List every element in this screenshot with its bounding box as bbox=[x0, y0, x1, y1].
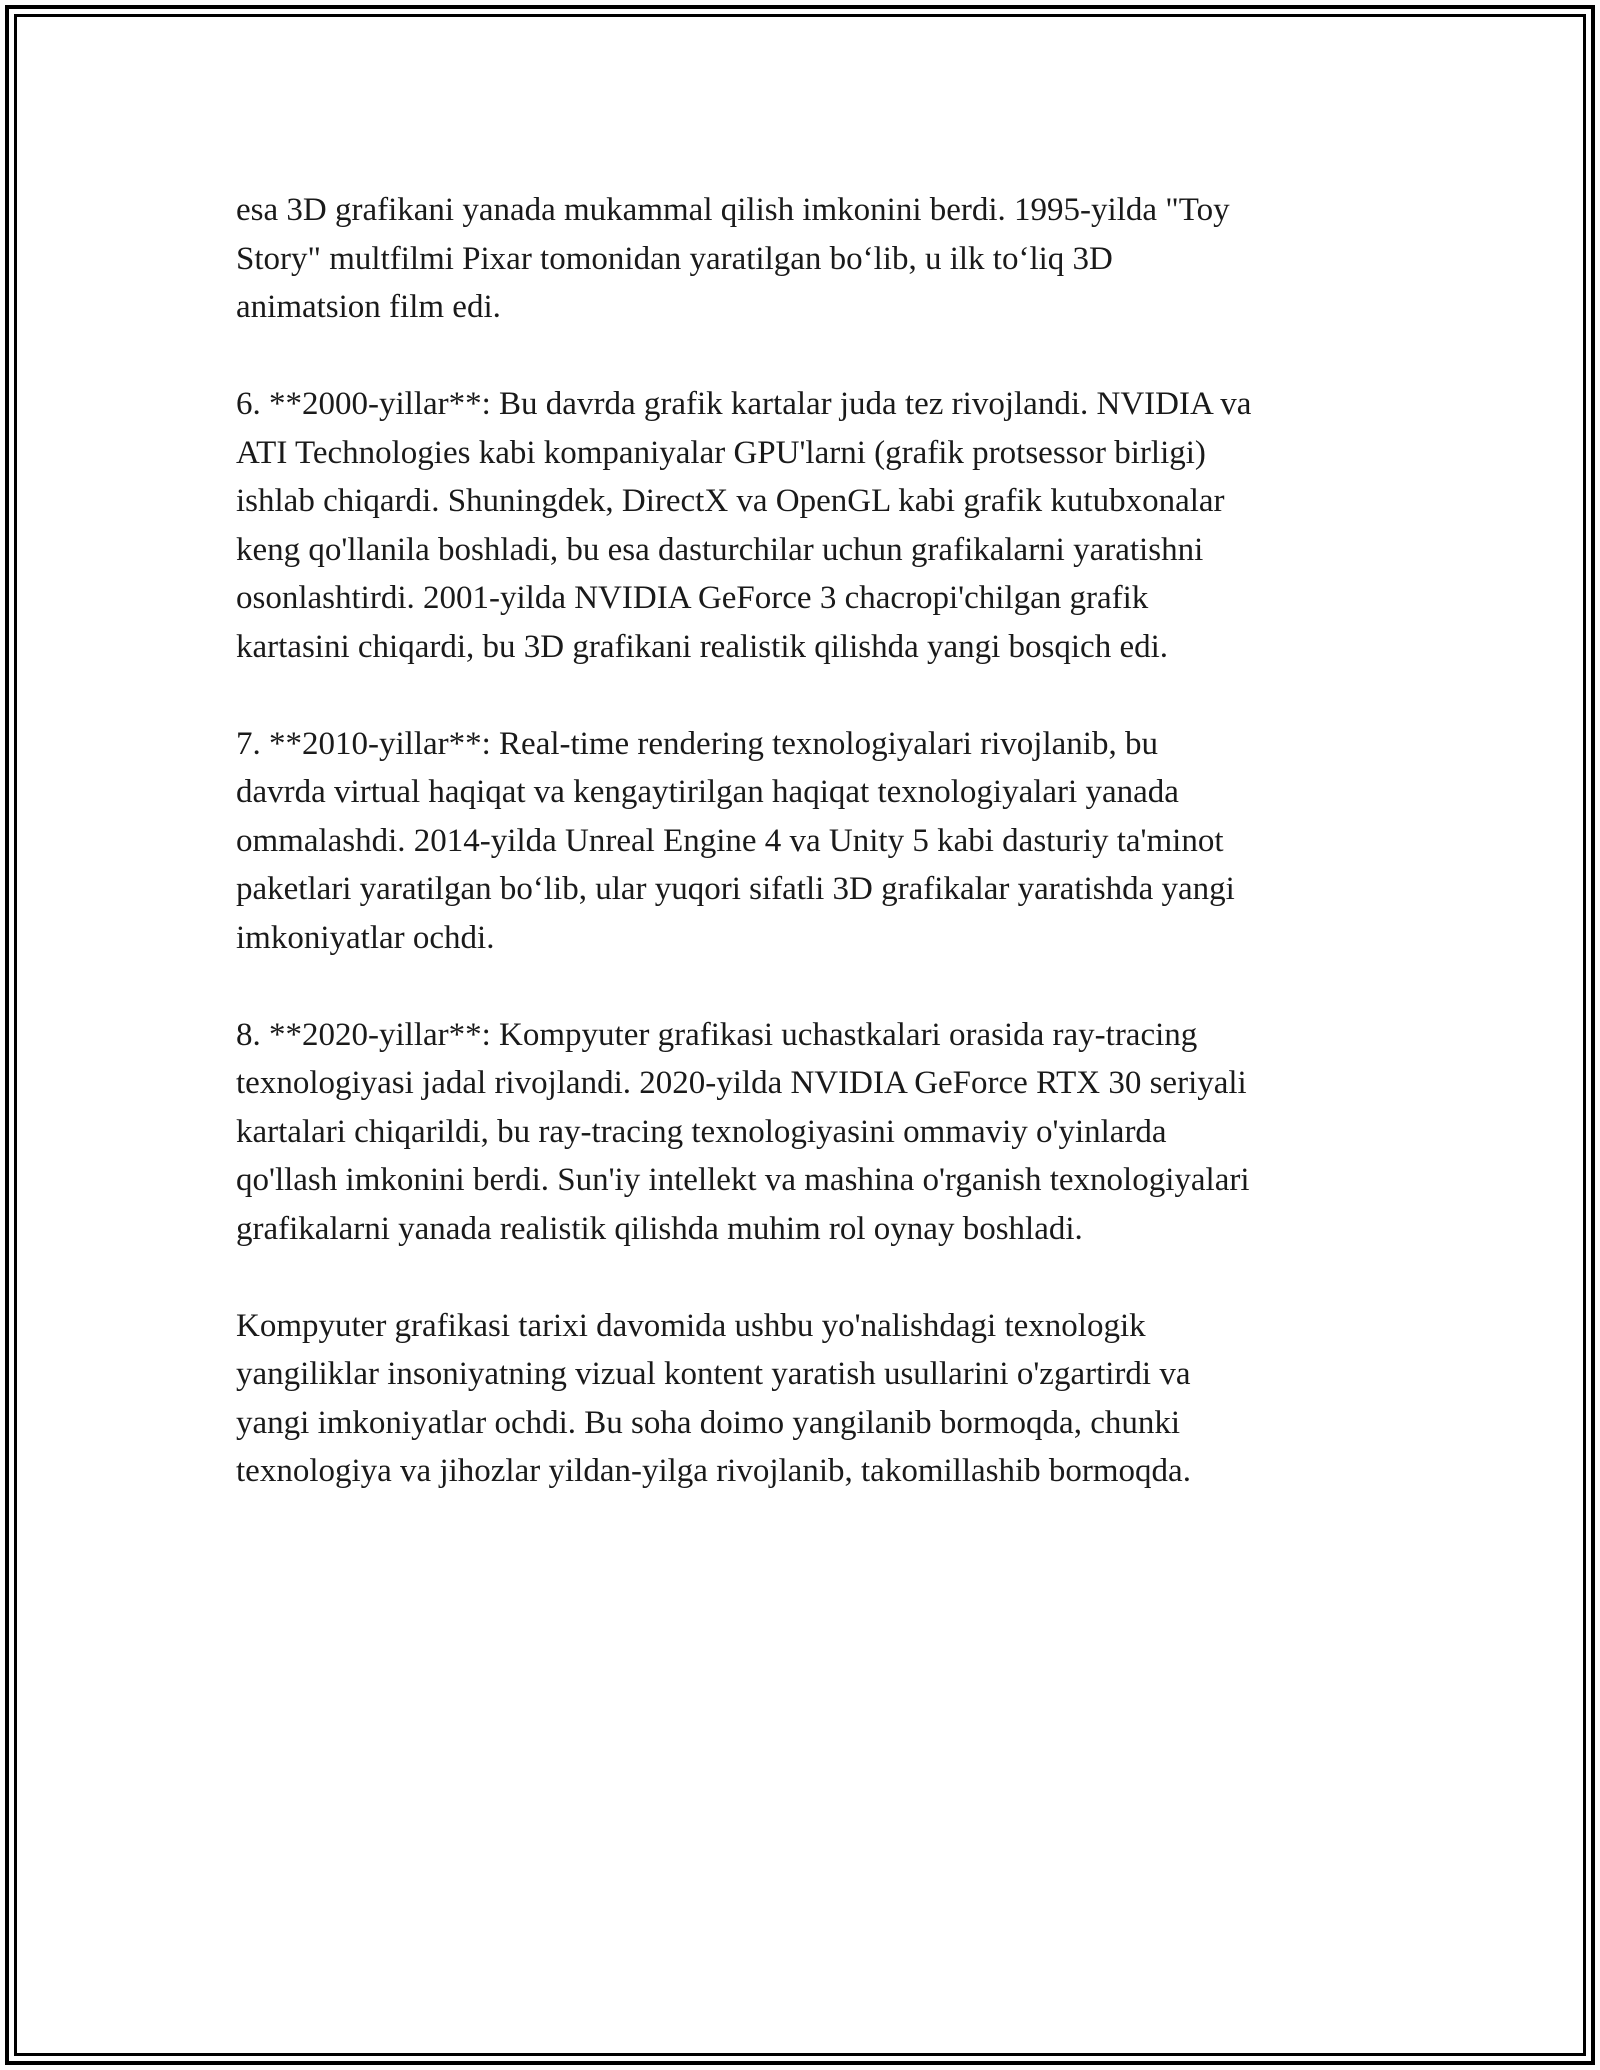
paragraph-2010s: 7. **2010-yillar**: Real-time rendering texnologiyalari rivojlanib, bu davrda virtual haqiqat va kengaytirilgan haqiqat texnologiyalari yanada ommalashdi. 2014-yilda Unreal Engine 4 va Unity 5 kabi dasturiy ta'minot paketlari yaratilgan bo‘lib, ular yuqori sifatli 3D grafikalar yaratishda yangi imkoniyatlar ochdi. bbox=[236, 725, 1235, 956]
document-body bbox=[236, 186, 1376, 1544]
paragraph-2000s: 6. **2000-yillar**: Bu davrda grafik kartalar juda tez rivojlandi. NVIDIA va ATI Technologies kabi kompaniyalar GPU'larni (grafik protsessor birligi) ishlab chiqardi. Shuningdek, DirectX va OpenGL kabi grafik kutubxonalar keng qo'llanila boshladi, bu esa dasturchilar uchun grafikalarni yaratishni osonlashtirdi. 2001-yilda NVIDIA GeForce 3 chacropi'chilgan grafik kartasini chiqardi, bu 3D grafikani realistik qilishda yangi bosqich edi. bbox=[236, 386, 1252, 665]
paragraph-conclusion: Kompyuter grafikasi tarixi davomida ushbu yo'nalishdagi texnologik yangiliklar insoniyatning vizual kontent yaratish usullarini o'zgartirdi va yangi imkoniyatlar ochdi. Bu soha doimo yangilanib bormoqda, chunki texnologiya va jihozlar yildan-yilga rivojlanib, takomillashib bormoqda. bbox=[236, 1307, 1191, 1489]
paragraph-intro-continuation: esa 3D grafikani yanada mukammal qilish imkonini berdi. 1995-yilda "Toy Story" multfilmi Pixar tomonidan yaratilgan bo‘lib, u ilk to‘liq 3D animatsion film edi. bbox=[236, 192, 1230, 325]
paragraph-2020s: 8. **2020-yillar**: Kompyuter grafikasi uchastkalari orasida ray-tracing texnologiyasi jadal rivojlandi. 2020-yilda NVIDIA GeForce RTX 30 seriyali kartalari chiqarildi, bu ray-tracing texnologiyasini ommaviy o'yinlarda qo'llash imkonini berdi. Sun'iy intellekt va mashina o'rganish texnologiyalari grafikalarni yanada realistik qilishda muhim rol oynay boshladi. bbox=[236, 1016, 1250, 1247]
